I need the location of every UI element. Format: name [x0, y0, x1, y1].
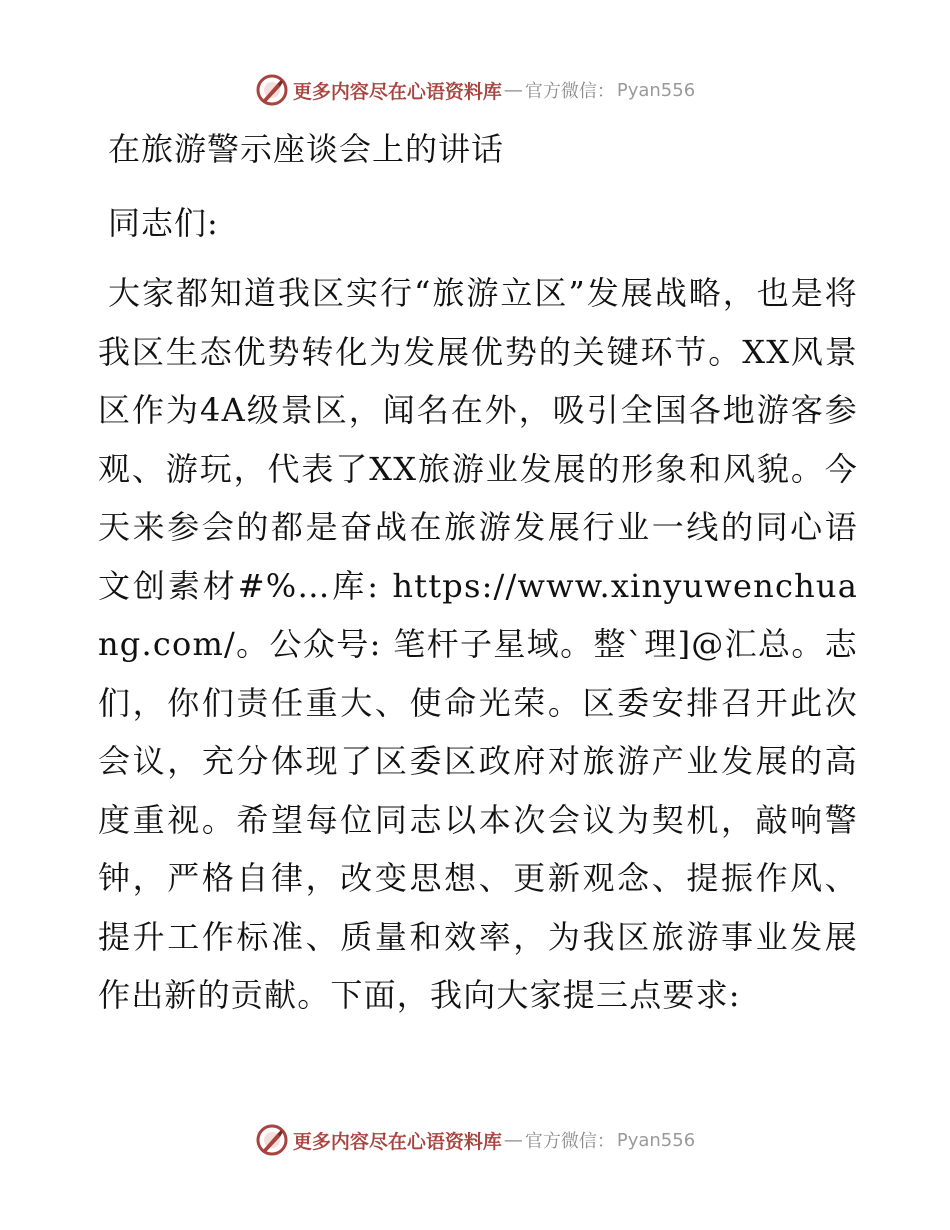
banner-official-label: 官方微信： — [524, 1131, 615, 1152]
document-body — [98, 120, 858, 1025]
banner-wechat-id: Pyan556 — [616, 1129, 696, 1151]
pen-logo-icon — [255, 73, 289, 107]
banner-wechat-id: Pyan556 — [616, 79, 696, 101]
header-watermark-banner — [0, 68, 950, 112]
document-title: 在旅游警示座谈会上的讲话 — [108, 130, 505, 168]
banner-main-text: 更多内容尽在心语资料库 — [292, 80, 502, 103]
banner-main-text: 更多内容尽在心语资料库 — [292, 1130, 502, 1153]
pen-logo-icon — [255, 1123, 289, 1157]
document-paragraph: 大家都知道我区实行“旅游立区”发展战略，也是将我区生态优势转化为发展优势的关键环节。XX风景区作为4A级景区，闻名在外，吸引全国各地游客参观、游玩，代表了XX旅游业发展的形象和风貌。今天来参会的都是奋战在旅游发展行业一线的同心语文创素材#%…库: https://www.xinyuwenchuang.com/。公众号: 笔杆子星域。整`理]@汇总。志们，你们责任重大、使命光荣。区委安排召开此次会议，充分体现了区委区政府对旅游产业发展的高度重视。希望每位同志以本次会议为契机，敲响警钟，严格自律，改变思想、更新观念、提振作风、提升工作标准、质量和效率，为我区旅游事业发展作出新的贡献。下面，我向大家提三点要求: — [98, 274, 858, 1014]
footer-watermark-banner — [0, 1118, 950, 1162]
document-greeting: 同志们: — [108, 204, 219, 242]
banner-official-label: 官方微信： — [524, 81, 615, 102]
banner-dash: — — [503, 1129, 523, 1151]
banner-dash: — — [503, 79, 523, 101]
